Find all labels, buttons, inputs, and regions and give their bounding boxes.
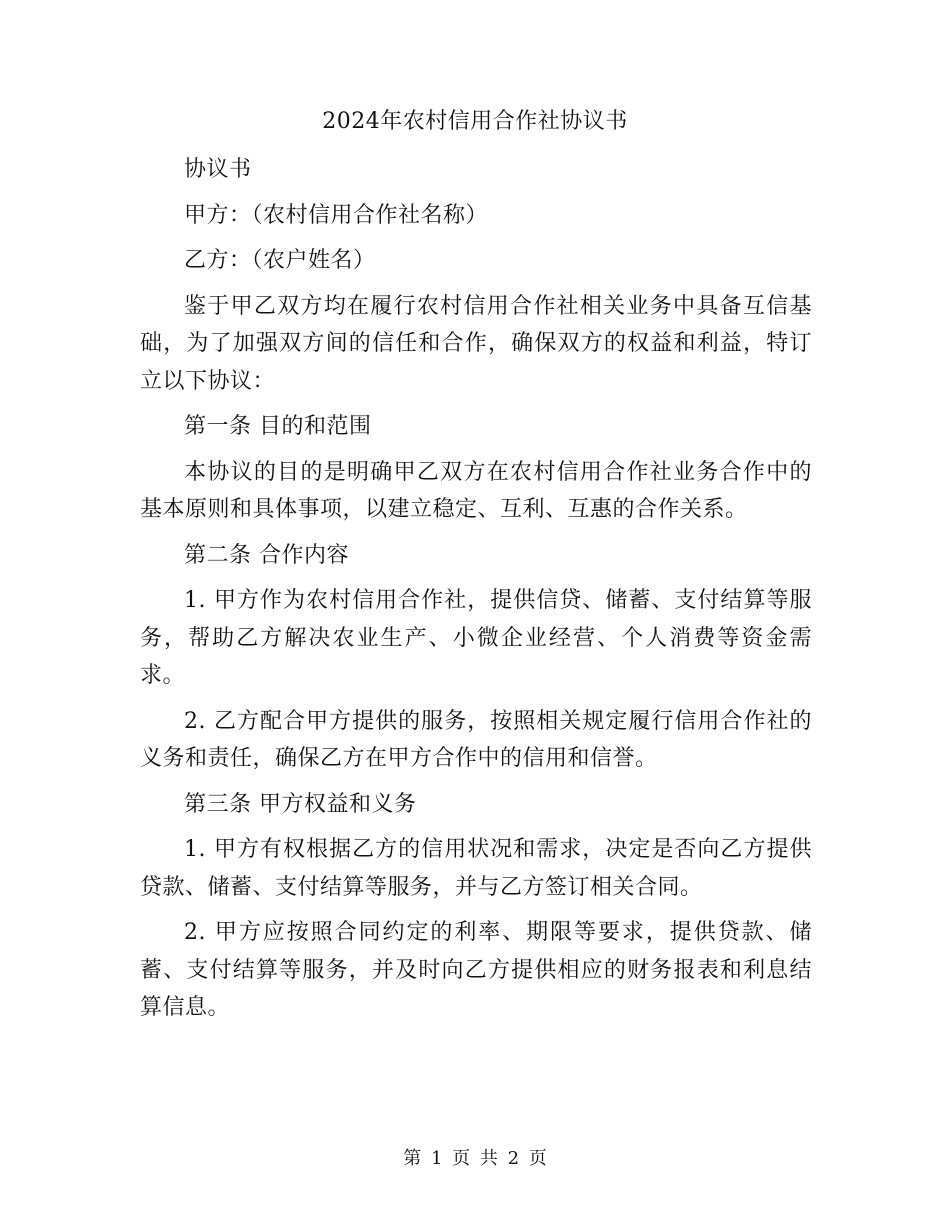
article-1-paragraph: 本协议的目的是明确甲乙双方在农村信用合作社业务合作中的基本原则和具体事项，以建立稳定、互利、互惠的合作关系。 [140,459,812,522]
article-3-item-2: 2. 甲方应按照合同约定的利率、期限等要求，提供贷款、储蓄、支付结算等服务，并及时向乙方提供相应的财务报表和利息结算信息。 [140,920,812,1020]
article-3-heading: 第三条 甲方权益和义务 [184,791,417,817]
article-2-heading: 第二条 合作内容 [184,542,349,568]
page-number-footer: 第 1 页 共 2 页 [403,1148,547,1169]
heading-agreement: 协议书 [184,157,252,182]
party-b-line: 乙方：（农户姓名） [184,248,376,273]
preamble-paragraph: 鉴于甲乙双方均在履行农村信用合作社相关业务中具备互信基础，为了加强双方间的信任和合作，确保双方的权益和利益，特订立以下协议： [140,293,812,394]
document-title: 2024年农村信用合作社协议书 [322,109,628,134]
article-2-item-2: 2. 乙方配合甲方提供的服务，按照相关规定履行信用合作社的义务和责任，确保乙方在甲方合作中的信用和信誉。 [140,708,812,771]
party-a-line: 甲方：（农村信用合作社名称） [184,202,489,228]
article-2-item-1: 1. 甲方作为农村信用合作社，提供信贷、储蓄、支付结算等服务，帮助乙方解决农业生产、小微企业经营、个人消费等资金需求。 [140,588,812,688]
document-body [140,151,812,1035]
article-1-heading: 第一条 目的和范围 [184,414,372,439]
article-3-item-1: 1. 甲方有权根据乙方的信用状况和需求，决定是否向乙方提供贷款、储蓄、支付结算等服务，并与乙方签订相关合同。 [140,837,812,900]
